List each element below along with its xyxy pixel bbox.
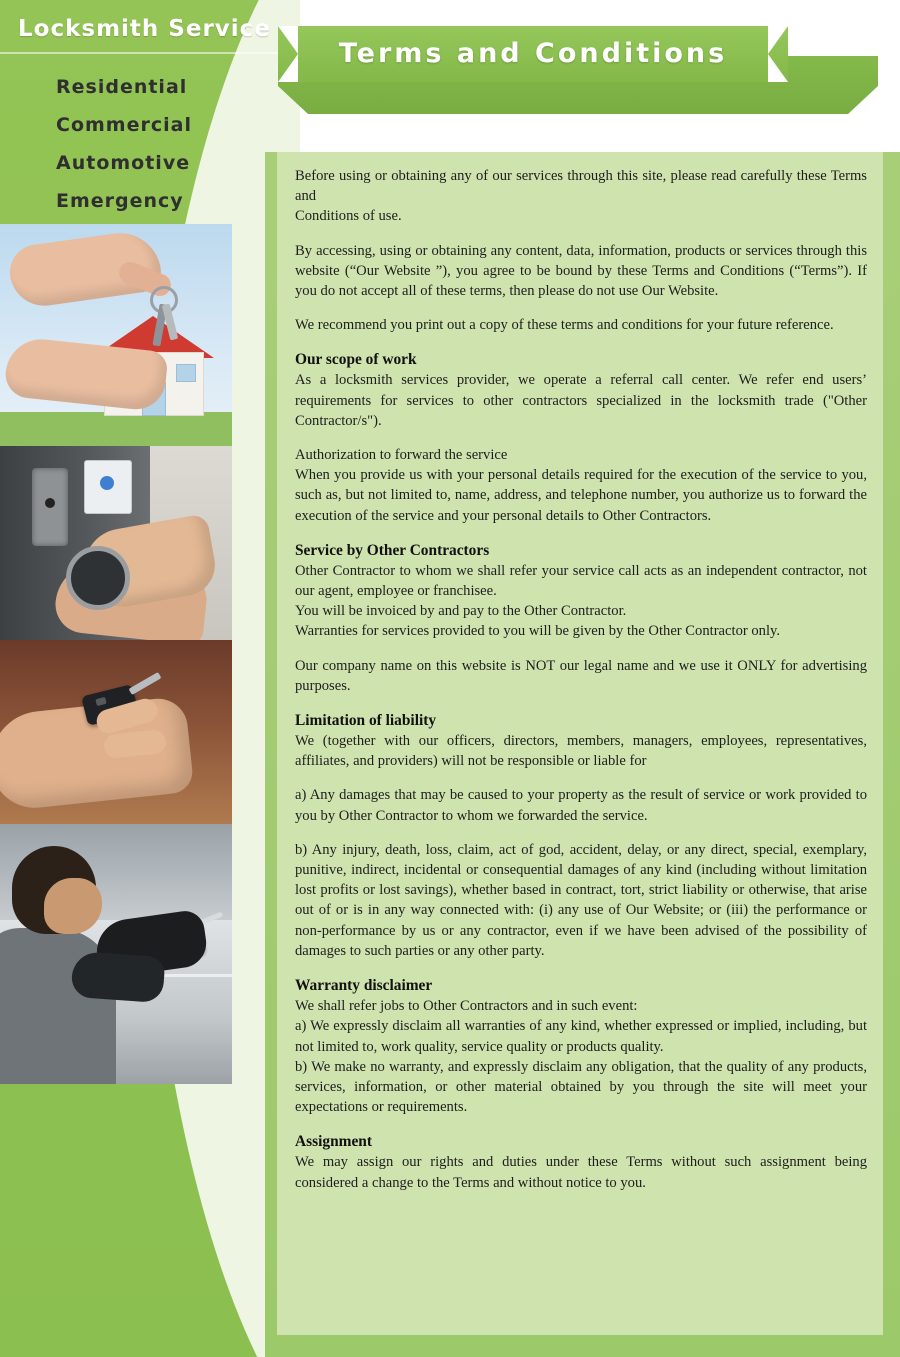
page-title: Terms and Conditions <box>338 38 728 69</box>
hand-handing-keys-over-house-photo <box>0 224 232 446</box>
other-contractors-line-2: You will be invoiced by and pay to the Other Contractor. <box>295 603 627 620</box>
access-block <box>295 241 867 302</box>
terms-content-card <box>277 152 883 1335</box>
limitation-of-liability-block <box>295 710 867 771</box>
warranty-item-b: b) We make no warranty, and expressly disclaim any obligation, that the quality of any products, services, information, or other material obtained by you through the site will meet your expectations or requirements. <box>295 1058 867 1116</box>
intro-line-4: We recommend you print out a copy of these terms and conditions for your future reference. <box>295 317 834 334</box>
service-item-emergency: Emergency <box>56 190 184 212</box>
warranty-body: We shall refer jobs to Other Contractors and in such event: <box>295 998 638 1015</box>
legal-name-note: Our company name on this website is NOT our legal name and we use it ONLY for advertising purposes. <box>295 657 867 694</box>
intro-line-2: Conditions of use. <box>295 208 402 225</box>
print-recommend-block <box>295 315 867 335</box>
authorization-body: When you provide us with your personal details required for the execution of the service to you, such as, but not limited to, name, address, and telephone number, you authorize us to forward the execution of the service and your personal details to Other Contractors. <box>295 467 867 524</box>
authorization-heading: Authorization to forward the service <box>295 447 508 464</box>
warranty-item-a: a) We expressly disclaim all warranties of any kind, whether expressed or implied, including, but not limited to, work quality, service quality or products quality. <box>295 1018 867 1055</box>
liability-item-b: b) Any injury, death, loss, claim, act of god, accident, delay, or any direct, special, exemplary, punitive, indirect, incidental or consequential damages of any kind (including without limitation lost profits or lost savings), whether based in contract, tort, strict liability or otherwise, that arise out of or is in any way connected with: (i) any use of Our Website; or (iii) the performance or non-performance by us or any contractor, even if we have been advised of the possibility of damages to such parties or any other party. <box>295 841 867 959</box>
liability-item-a: a) Any damages that may be caused to your property as the result of service or work provided to you by Other Contractor to whom we forwarded the service. <box>295 787 867 824</box>
intro-line-1: Before using or obtaining any of our services through this site, please read carefully these Terms and <box>295 168 867 205</box>
intro-block <box>295 166 867 227</box>
terms-text-body <box>295 166 867 1193</box>
left-sidebar-panel <box>0 0 300 1357</box>
header-ribbon <box>278 26 818 84</box>
content-bottom-strip <box>265 1335 900 1357</box>
technician-unlocking-car-photo <box>0 824 232 1084</box>
service-item-residential: Residential <box>56 76 188 98</box>
scope-of-work-block <box>295 349 867 431</box>
service-list <box>56 68 192 220</box>
brand-title: Locksmith Service <box>18 16 271 42</box>
assignment-block <box>295 1131 867 1192</box>
hand-installing-door-lock-photo <box>0 446 232 640</box>
assignment-body: We may assign our rights and duties under these Terms without such assignment being considered a change to the Terms and without notice to you. <box>295 1154 867 1191</box>
liability-heading: Limitation of liability <box>295 712 437 730</box>
other-contractors-line-1: Other Contractor to whom we shall refer your service call acts as an independent contractor, not our agent, employee or franchisee. <box>295 562 867 600</box>
hand-holding-car-remote-photo <box>0 640 232 824</box>
legal-name-block <box>295 656 867 696</box>
warranty-heading: Warranty disclaimer <box>295 977 433 995</box>
liability-item-a-block <box>295 785 867 825</box>
other-contractors-block <box>295 540 867 642</box>
intro-line-3: By accessing, using or obtaining any content, data, information, products or services through this website (“Our Website ”), you agree to be bound by these Terms and Conditions (“Terms”). If you do not accept all of these terms, then please do not use Our Website. <box>295 242 867 300</box>
liability-body: We (together with our officers, directors, members, managers, employees, representatives, affiliates, and providers) will not be responsible or liable for <box>295 733 867 770</box>
brand-divider <box>0 52 300 54</box>
other-contractors-heading: Service by Other Contractors <box>295 541 490 559</box>
scope-body: As a locksmith services provider, we operate a referral call center. We refer end users’ requirements for services to other contractors specialized in the locksmith trade ("Other Contractor/s"). <box>295 372 867 429</box>
assignment-heading: Assignment <box>295 1133 372 1151</box>
other-contractors-line-3: Warranties for services provided to you will be given by the Other Contractor only. <box>295 623 781 640</box>
service-item-automotive: Automotive <box>56 152 191 174</box>
liability-item-b-block <box>295 840 867 961</box>
authorization-block <box>295 445 867 526</box>
scope-heading: Our scope of work <box>295 351 417 369</box>
service-item-commercial: Commercial <box>56 114 192 136</box>
warranty-disclaimer-block <box>295 975 867 1117</box>
